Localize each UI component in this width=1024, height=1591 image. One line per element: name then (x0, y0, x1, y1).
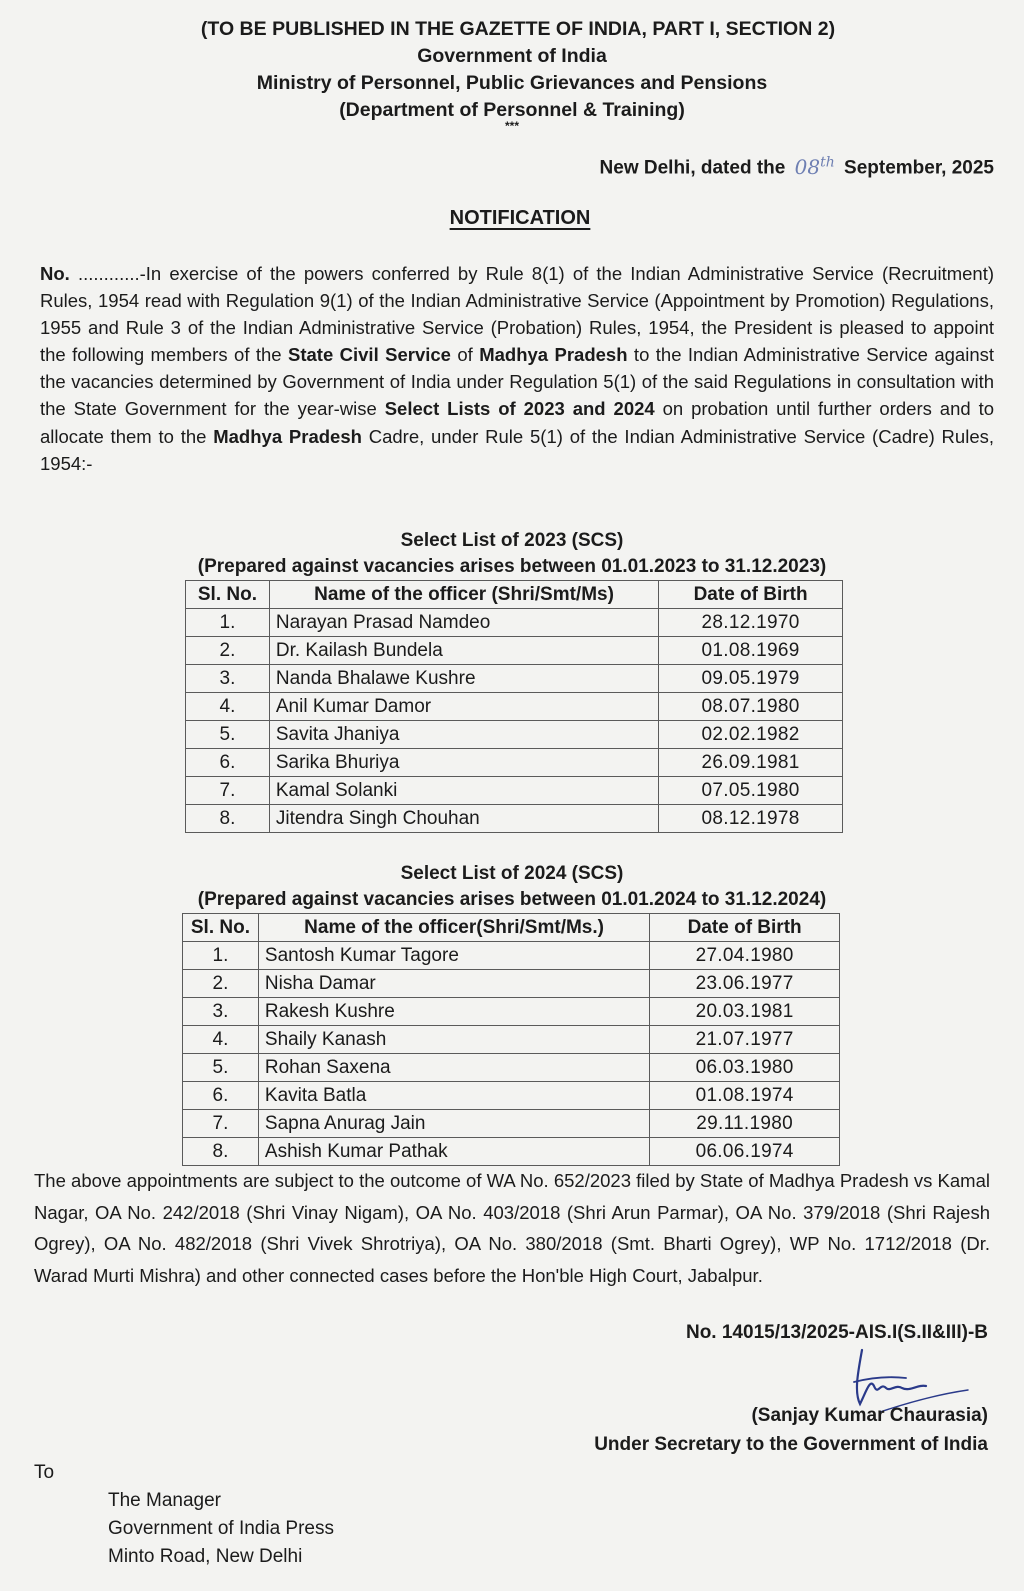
body-bold: Select Lists of 2023 and 2024 (384, 398, 655, 420)
cell-dob: 29.11.1980 (650, 1110, 840, 1138)
gazette-publication-line: (TO BE PUBLISHED IN THE GAZETTE OF INDIA, PART I, SECTION 2) (200, 18, 836, 40)
cell-dob: 08.12.1978 (659, 805, 843, 833)
table-row (183, 970, 840, 998)
cell-officer-name: Santosh Kumar Tagore (258, 942, 649, 970)
government-line: Government of India (417, 45, 607, 67)
table-row (183, 1138, 840, 1166)
addressee-line: Government of India Press (108, 1518, 334, 1539)
cell-officer-name: Rohan Saxena (258, 1054, 649, 1082)
notification-title: NOTIFICATION (449, 207, 591, 229)
subject-to-litigation-paragraph: The above appointments are subject to the outcome of WA No. 652/2023 filed by State of Madhya Pradesh vs Kamal Nagar, OA No. 242/2018 (Shri Vinay Nigam), OA No. 403/2018 (Shri Arun Parmar), OA No. 379/2018 (Shri Rajesh Ogrey), OA No. 482/2018 (Shri Vivek Shrotriya), OA No. 380/2018 (Smt. Bharti Ogrey), WP No. 1712/2018 (Dr. Warad Murti Mishra) and other connected cases before the Hon'ble High Court, Jabalpur. (34, 1170, 990, 1286)
select-list-2024-heading (0, 861, 1024, 913)
cell-dob: 01.08.1974 (650, 1082, 840, 1110)
select-list-2023-table (185, 580, 843, 833)
cell-sl-no: 1. (183, 942, 259, 970)
body-text: to the Indian Administrative Service against the vacancies determined by Government of India under Regulation 5(1) of the said Regulations in consultation with the State Government for the year-wise (40, 344, 995, 420)
select-list-2024-table (182, 913, 840, 1166)
select-list-2024-subtitle: (Prepared against vacancies arises between 01.01.2024 to 31.12.2024) (197, 889, 827, 910)
body-bold: Madhya Pradesh (479, 344, 628, 366)
cell-dob: 23.06.1977 (650, 970, 840, 998)
table-row (186, 721, 843, 749)
notification-body (40, 260, 994, 477)
addressee-line: The Manager (108, 1490, 222, 1511)
cell-officer-name: Rakesh Kushre (258, 998, 649, 1026)
handwritten-day (795, 155, 835, 179)
cell-officer-name: Nisha Damar (258, 970, 649, 998)
signatory-designation: Under Secretary to the Government of India (594, 1434, 988, 1455)
cell-dob: 28.12.1970 (659, 609, 843, 637)
body-bold: Madhya Pradesh (213, 425, 362, 447)
cell-sl-no: 7. (186, 777, 270, 805)
number-label: No. (40, 263, 70, 284)
cell-dob: 06.06.1974 (650, 1138, 840, 1166)
separator-stars: *** (504, 119, 519, 133)
table-row (186, 693, 843, 721)
column-header-name: Name of the officer(Shri/Smt/Ms.) (258, 914, 649, 942)
cell-dob: 02.02.1982 (659, 721, 843, 749)
cell-officer-name: Kavita Batla (258, 1082, 649, 1110)
signatory-name: (Sanjay Kumar Chaurasia) (751, 1405, 988, 1426)
cell-sl-no: 5. (186, 721, 270, 749)
cell-officer-name: Nanda Bhalawe Kushre (269, 665, 658, 693)
table-row (186, 777, 843, 805)
dateline (600, 154, 994, 180)
cell-dob: 26.09.1981 (659, 749, 843, 777)
cell-sl-no: 2. (183, 970, 259, 998)
cell-officer-name: Jitendra Singh Chouhan (269, 805, 658, 833)
table-row (183, 1054, 840, 1082)
table-row (186, 749, 843, 777)
cell-officer-name: Ashish Kumar Pathak (258, 1138, 649, 1166)
dateline-suffix: September, 2025 (844, 157, 994, 179)
day-number: 08 (794, 154, 821, 179)
table-row (183, 998, 840, 1026)
body-text: on probation until further orders and to allocate them to the (40, 398, 995, 447)
cell-officer-name: Savita Jhaniya (269, 721, 658, 749)
day-suffix: th (820, 154, 835, 170)
addressee-block (108, 1487, 334, 1571)
column-header-sl-no: Sl. No. (186, 581, 270, 609)
column-header-name: Name of the officer (Shri/Smt/Ms) (269, 581, 658, 609)
table-row (183, 1110, 840, 1138)
table-row (186, 805, 843, 833)
column-header-dob: Date of Birth (659, 581, 843, 609)
table-header-row (183, 914, 840, 942)
department-line: (Department of Personnel & Training) (339, 99, 685, 121)
document-header (0, 16, 1024, 132)
table-header-row (186, 581, 843, 609)
column-header-dob: Date of Birth (650, 914, 840, 942)
cell-sl-no: 3. (183, 998, 259, 1026)
select-list-2023-subtitle: (Prepared against vacancies arises between 01.01.2023 to 31.12.2023) (197, 556, 827, 577)
cell-dob: 01.08.1969 (659, 637, 843, 665)
select-list-2023-title: Select List of 2023 (SCS) (400, 530, 624, 551)
table-row (186, 609, 843, 637)
column-header-sl-no: Sl. No. (183, 914, 259, 942)
body-text: ............-In exercise of the powers conferred by Rule 8(1) of the Indian Administrative Service (Recruitment) Rules, 1954 read with Regulation 9(1) of the Indian Administrative Service (Appointment by Promotion) Regulations, 1955 and Rule 3 of the Indian Administrative Service (Probation) Rules, 1954, the President is pleased to appoint the following members of the (40, 263, 994, 366)
cell-sl-no: 6. (183, 1082, 259, 1110)
cell-officer-name: Kamal Solanki (269, 777, 658, 805)
cell-sl-no: 8. (186, 805, 270, 833)
addressee-line: Minto Road, New Delhi (108, 1546, 303, 1567)
addressee-label: To (34, 1462, 55, 1483)
select-list-2024-title: Select List of 2024 (SCS) (400, 863, 624, 884)
cell-dob: 09.05.1979 (659, 665, 843, 693)
table-row (183, 1082, 840, 1110)
cell-dob: 06.03.1980 (650, 1054, 840, 1082)
ministry-line: Ministry of Personnel, Public Grievances and Pensions (256, 72, 768, 94)
cell-sl-no: 4. (186, 693, 270, 721)
body-bold: State Civil Service (288, 344, 451, 366)
cell-officer-name: Dr. Kailash Bundela (269, 637, 658, 665)
cell-sl-no: 5. (183, 1054, 259, 1082)
cell-dob: 20.03.1981 (650, 998, 840, 1026)
cell-officer-name: Narayan Prasad Namdeo (269, 609, 658, 637)
cell-officer-name: Shaily Kanash (258, 1026, 649, 1054)
cell-sl-no: 2. (186, 637, 270, 665)
table-row (186, 665, 843, 693)
table-row (183, 942, 840, 970)
cell-officer-name: Sapna Anurag Jain (258, 1110, 649, 1138)
table-row (183, 1026, 840, 1054)
cell-dob: 07.05.1980 (659, 777, 843, 805)
cell-dob: 08.07.1980 (659, 693, 843, 721)
cell-dob: 21.07.1977 (650, 1026, 840, 1054)
dateline-prefix: New Delhi, dated the (599, 157, 786, 179)
cell-sl-no: 8. (183, 1138, 259, 1166)
cell-officer-name: Anil Kumar Damor (269, 693, 658, 721)
cell-sl-no: 3. (186, 665, 270, 693)
select-list-2023-heading (0, 528, 1024, 580)
table-row (186, 637, 843, 665)
cell-sl-no: 6. (186, 749, 270, 777)
body-text: Cadre, under Rule 5(1) of the Indian Administrative Service (Cadre) Rules, 1954:- (40, 425, 994, 474)
cell-sl-no: 4. (183, 1026, 259, 1054)
cell-sl-no: 7. (183, 1110, 259, 1138)
body-text: of (450, 344, 480, 366)
file-number: No. 14015/13/2025-AIS.I(S.II&III)-B (685, 1322, 988, 1343)
cell-dob: 27.04.1980 (650, 942, 840, 970)
cell-sl-no: 1. (186, 609, 270, 637)
cell-officer-name: Sarika Bhuriya (269, 749, 658, 777)
